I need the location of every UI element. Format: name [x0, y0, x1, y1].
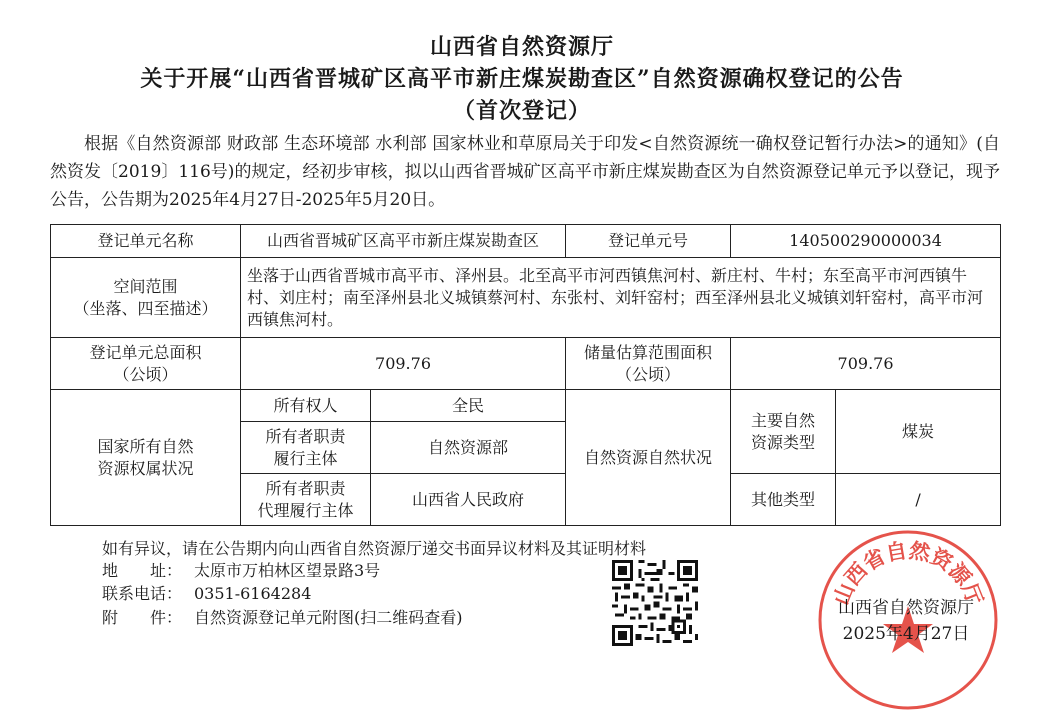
- duty-label: [241, 422, 371, 474]
- natural-status-label: 自然资源自然状况: [566, 390, 731, 526]
- agent-label-line-1: 所有者职责: [265, 478, 346, 498]
- phone-line: [102, 583, 311, 605]
- duty-label-line-1: 所有者职责: [265, 426, 346, 446]
- table-row: [51, 390, 1001, 422]
- scope-label-line-2: （坐落、四至描述）: [73, 298, 218, 318]
- ownership-label: [51, 390, 241, 526]
- scope-value: 坐落于山西省晋城市高平市、泽州县。北至高平市河西镇焦河村、新庄村、牛村；东至高平市河西镇牛村、刘庄村；南至泽州县北义城镇蔡河村、东张村、刘轩窑村；西至泽州县北义城镇刘轩窑村，高平市河西镇焦河村。: [241, 258, 1001, 338]
- main-type-label-line-1: 主要自然: [751, 410, 816, 430]
- attachment-label: 附 件：: [102, 608, 183, 627]
- ownership-label-line-1: 国家所有自然: [97, 436, 194, 456]
- signature-block: [816, 595, 996, 647]
- title-line-3: （首次登记）: [452, 98, 591, 124]
- address-value: 太原市万柏林区望景路3号: [194, 561, 381, 580]
- main-type-value: 煤炭: [836, 390, 1001, 474]
- address-label: 地 址：: [102, 561, 183, 580]
- area-label-line-2: （公顷）: [113, 364, 178, 384]
- seal-text: 山西省自然资源厅: [828, 537, 988, 609]
- table-row: [51, 225, 1001, 258]
- reserve-area-label: [566, 338, 731, 390]
- scope-label-line-1: 空间范围: [113, 276, 178, 296]
- phone-value: 0351-6164284: [194, 584, 312, 603]
- unit-no-label: 登记单元号: [566, 225, 731, 258]
- scope-label: [51, 258, 241, 338]
- reserve-label-line-1: 储量估算范围面积: [584, 342, 713, 362]
- reserve-area-value: 709.76: [731, 338, 1001, 390]
- duty-value: 自然资源部: [371, 422, 566, 474]
- attachment-line: [102, 607, 463, 629]
- owner-value: 全民: [371, 390, 566, 422]
- unit-name-label: 登记单元名称: [51, 225, 241, 258]
- main-type-label: [731, 390, 836, 474]
- reserve-label-line-2: （公顷）: [616, 364, 681, 384]
- signature-date: 2025年4月27日: [842, 624, 970, 644]
- signature-org: 山西省自然资源厅: [838, 598, 974, 618]
- owner-label: 所有权人: [241, 390, 371, 422]
- intro-paragraph: [50, 130, 1000, 214]
- qr-code-icon[interactable]: [612, 560, 698, 646]
- table-row: [51, 338, 1001, 390]
- title-line-1: 山西省自然资源厅: [429, 34, 614, 60]
- attachment-value: 自然资源登记单元附图(扫二维码查看): [194, 608, 463, 627]
- agent-label: [241, 474, 371, 526]
- address-line: [102, 560, 380, 582]
- registration-table: [50, 224, 1001, 526]
- agent-label-line-2: 代理履行主体: [257, 500, 354, 520]
- main-type-label-line-2: 资源类型: [751, 432, 816, 452]
- phone-label: 联系电话：: [102, 584, 183, 603]
- area-label-line-1: 登记单元总面积: [89, 342, 202, 362]
- agent-value: 山西省人民政府: [371, 474, 566, 526]
- objection-note: 如有异议，请在公告期内向山西省自然资源厅递交书面异议材料及其证明材料: [102, 539, 647, 558]
- area-label: [51, 338, 241, 390]
- ownership-label-line-2: 资源权属状况: [97, 458, 194, 478]
- intro-text: 根据《自然资源部 财政部 生态环境部 水利部 国家林业和草原局关于印发<自然资源统一确权登记暂行办法>的通知》(自然资发〔2019〕116号)的规定，经初步审核，拟以山西省晋城矿区高平市新庄煤炭勘查区为自然资源登记单元予以登记，现予公告，公告期为2025年4月27日-2025年5月20日。: [50, 134, 1000, 210]
- duty-label-line-2: 履行主体: [273, 448, 338, 468]
- other-type-label: 其他类型: [731, 474, 836, 526]
- unit-name-value: 山西省晋城矿区高平市新庄煤炭勘查区: [241, 225, 566, 258]
- area-value: 709.76: [241, 338, 566, 390]
- other-type-value: /: [836, 474, 1001, 526]
- table-row: [51, 258, 1001, 338]
- title-line-2: 关于开展“山西省晋城矿区高平市新庄煤炭勘查区”自然资源确权登记的公告: [140, 66, 904, 92]
- unit-no-value: 140500290000034: [731, 225, 1001, 258]
